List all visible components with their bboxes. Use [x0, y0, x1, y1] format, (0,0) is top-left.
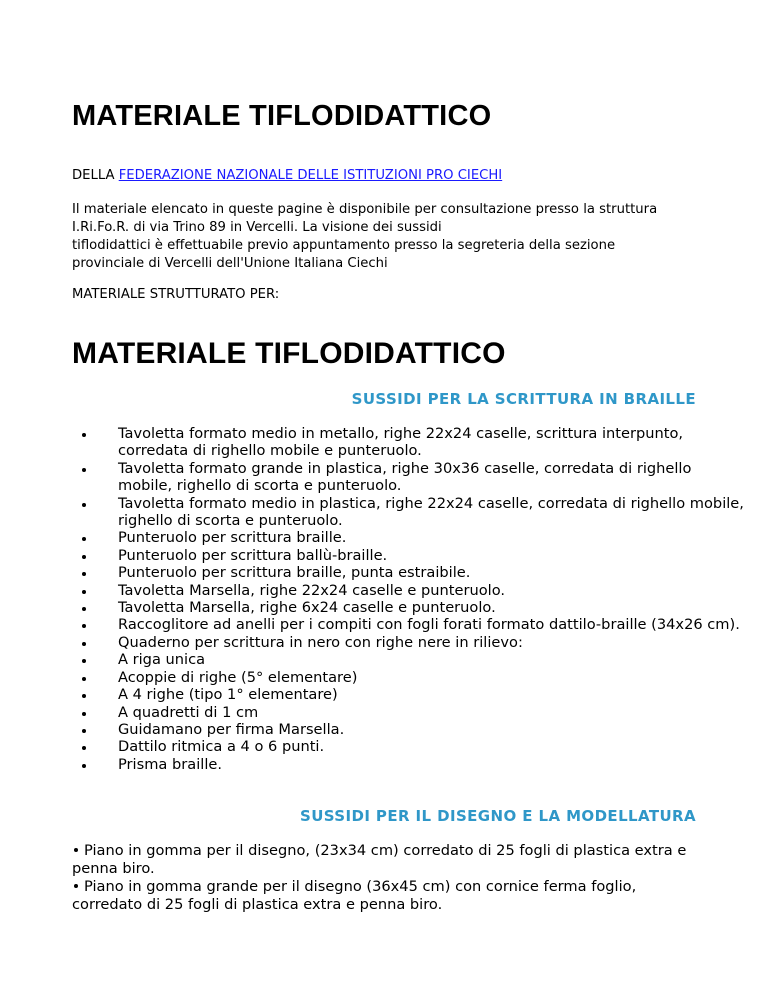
list-item: Punteruolo per scrittura braille, punta estraibile. — [118, 564, 748, 581]
page-title: MATERIALE TIFLODIDATTICO — [72, 100, 492, 132]
drawing-item — [72, 878, 702, 913]
intro-line: tiflodidattici è effettuabile previo appuntamento presso la segreteria della sezione — [72, 238, 616, 253]
drawing-item-text: Piano in gomma grande per il disegno (36x45 cm) con cornice ferma foglio, corredato di 25 fogli di plastica extra e penna biro. — [72, 878, 637, 913]
list-item: Tavoletta formato medio in plastica, righe 22x24 caselle, corredata di righello mobile, righello di scorta e punteruolo. — [118, 495, 748, 530]
section-title: MATERIALE TIFLODIDATTICO — [72, 337, 506, 370]
bullet-icon — [74, 884, 78, 888]
list-item: Tavoletta Marsella, righe 22x24 caselle e punteruolo. — [118, 582, 748, 599]
drawing-item — [72, 842, 702, 877]
intro-paragraph — [72, 201, 712, 273]
list-item: Dattilo ritmica a 4 o 6 punti. — [118, 738, 748, 755]
list-item: A riga unica — [118, 651, 748, 668]
list-item: A 4 righe (tipo 1° elementare) — [118, 686, 748, 703]
intro-line: Il materiale elencato in queste pagine è disponibile per consultazione presso la struttura — [72, 202, 658, 217]
braille-writing-heading: SUSSIDI PER LA SCRITTURA IN BRAILLE — [351, 390, 696, 408]
federation-line — [72, 168, 502, 183]
braille-writing-list — [72, 425, 748, 773]
structured-label: MATERIALE STRUTTURATO PER: — [72, 287, 280, 302]
intro-line: I.Ri.Fo.R. di via Trino 89 in Vercelli. La visione dei sussidi — [72, 220, 442, 235]
list-item: Tavoletta formato grande in plastica, righe 30x36 caselle, corredata di righello mobile, righello di scorta e punteruolo. — [118, 460, 748, 495]
list-item: Prisma braille. — [118, 756, 748, 773]
intro-line: provinciale di Vercelli dell'Unione Italiana Ciechi — [72, 256, 388, 271]
federation-link[interactable]: FEDERAZIONE NAZIONALE DELLE ISTITUZIONI PRO CIECHI — [118, 168, 503, 183]
list-item: Tavoletta Marsella, righe 6x24 caselle e punteruolo. — [118, 599, 748, 616]
list-item: Punteruolo per scrittura ballù-braille. — [118, 547, 748, 564]
drawing-item-text: Piano in gomma per il disegno, (23x34 cm) corredato di 25 fogli di plastica extra e penna biro. — [72, 842, 687, 877]
list-item: Raccoglitore ad anelli per i compiti con fogli forati formato dattilo-braille (34x26 cm). — [118, 616, 748, 633]
list-item: Acoppie di righe (5° elementare) — [118, 669, 748, 686]
list-item: Guidamano per firma Marsella. — [118, 721, 748, 738]
list-item: Tavoletta formato medio in metallo, righe 22x24 caselle, scrittura interpunto, corredata di righello mobile e punteruolo. — [118, 425, 748, 460]
list-item: A quadretti di 1 cm — [118, 704, 748, 721]
della-prefix: DELLA — [72, 168, 119, 183]
bullet-icon — [74, 848, 78, 852]
list-item: Quaderno per scrittura in nero con righe nere in rilievo: — [118, 634, 748, 651]
drawing-modelling-heading: SUSSIDI PER IL DISEGNO E LA MODELLATURA — [299, 807, 696, 825]
list-item: Punteruolo per scrittura braille. — [118, 529, 748, 546]
